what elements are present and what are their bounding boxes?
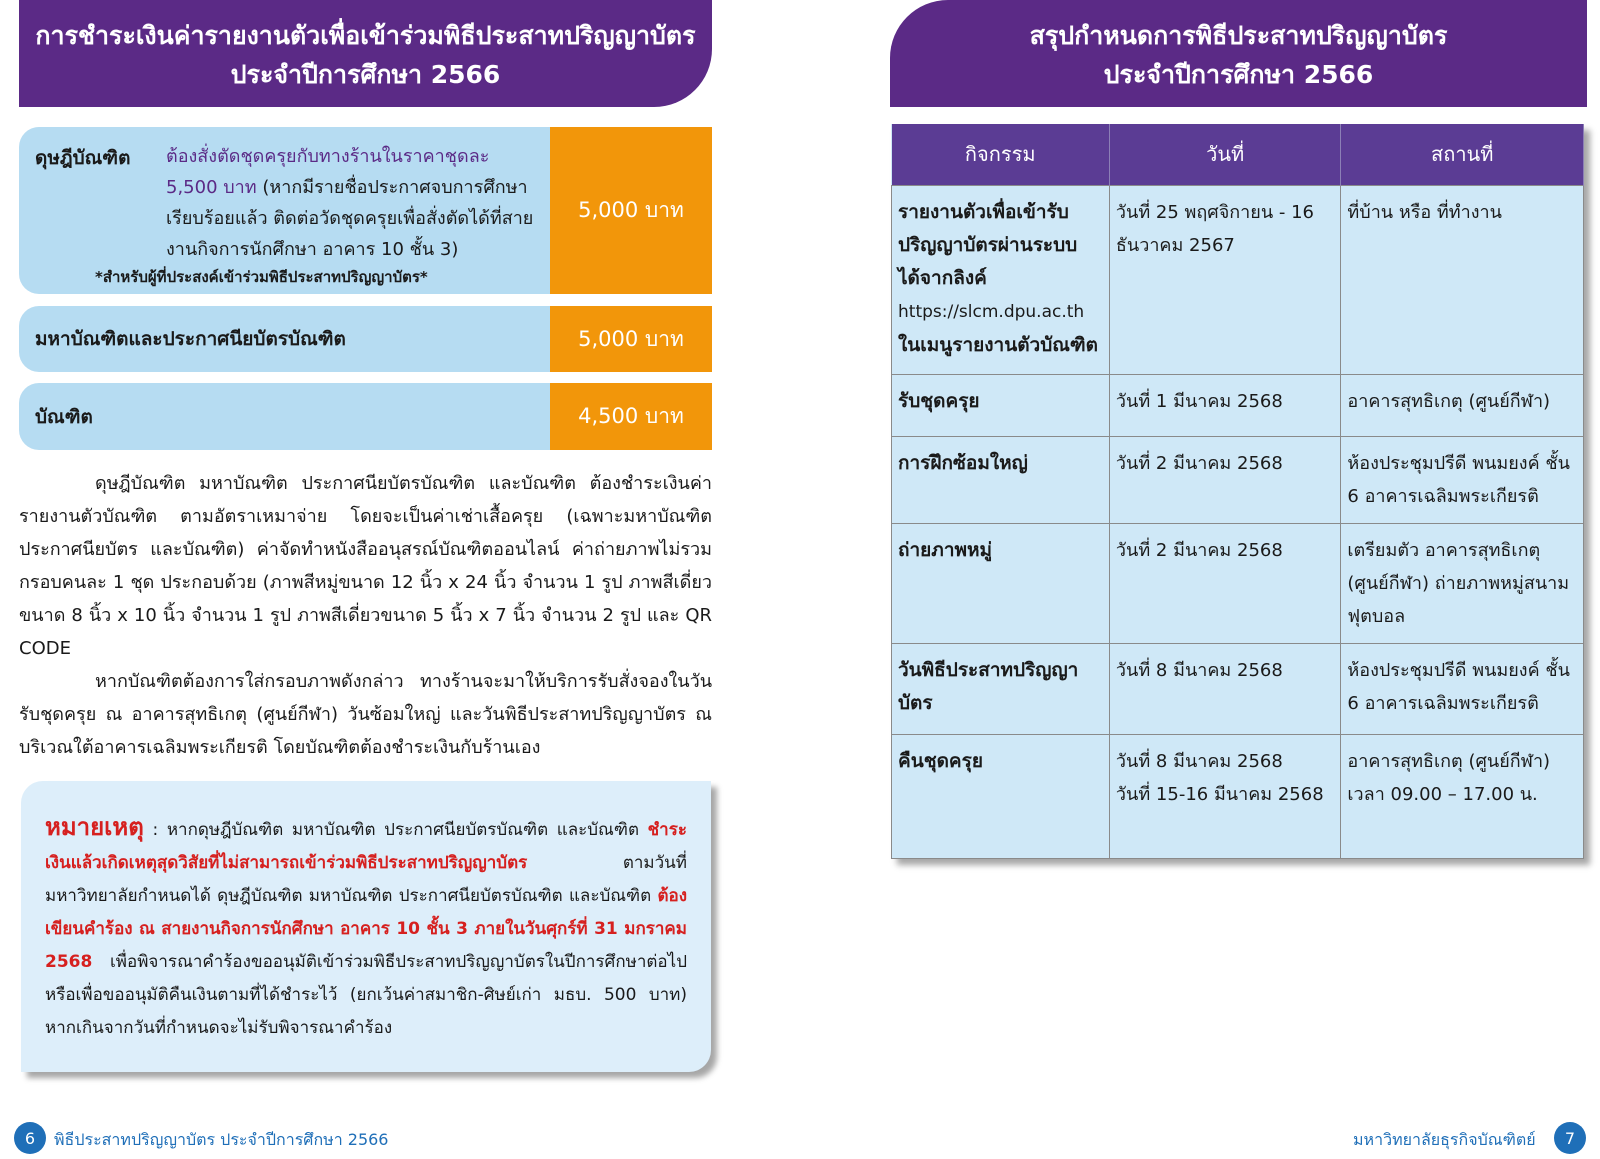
fee-description: [166, 141, 536, 265]
activity-cell: การฝึกซ้อมใหญ่: [892, 436, 1110, 523]
place-cell: ที่บ้าน หรือ ที่ทำงาน: [1341, 185, 1584, 374]
place-cell: ห้องประชุมปรีดี พนมยงค์ ชั้น 6 อาคารเฉลิมพระเกียรติ: [1341, 643, 1584, 734]
table-row: [892, 643, 1584, 734]
remark-text-3: เพื่อพิจารณาคำร้องขออนุมัติเข้าร่วมพิธีประสาทปริญญาบัตรในปีการศึกษาต่อไป หรือเพื่อขออนุมัติคืนเงินตามที่ได้ชำระไว้ (ยกเว้นค่าสมาชิก-ศิษย์เก่า มธบ. 500 บาท) หากเกินจากวันที่กำหนดจะไม่รับพิจารณาคำร้อง: [45, 952, 687, 1038]
remark-text-2: ตามวันที่มหาวิทยาลัยกำหนดได้ ดุษฎีบัณฑิต มหาบัณฑิต ประกาศนียบัตรบัณฑิต และบัณฑิต: [45, 853, 687, 906]
activity-text: รายงานตัวเพื่อเข้ารับปริญญาบัตรผ่านระบบ ได้จากลิงค์: [898, 200, 1078, 289]
place-cell: [1341, 734, 1584, 858]
table-row: [892, 436, 1584, 523]
right-banner-line1: สรุปกำหนดการพิธีประสาทปริญญาบัตร: [1029, 21, 1448, 50]
date-cell: วันที่ 1 มีนาคม 2568: [1109, 374, 1340, 436]
registration-link[interactable]: https://slcm.dpu.ac.th: [898, 301, 1085, 322]
place-cell: อาคารสุทธิเกตุ (ศูนย์กีฬา): [1341, 374, 1584, 436]
fee-explanation-paragraph: ดุษฎีบัณฑิต มหาบัณฑิต ประกาศนียบัตรบัณฑิต และบัณฑิต ต้องชำระเงินค่ารายงานตัวบัณฑิต ตามอัตราเหมาจ่าย โดยจะเป็นค่าเช่าเสื้อครุย (เฉพาะมหาบัณฑิต ประกาศนียบัตร และบัณฑิต) ค่าจัดทำหนังสืออนุสรณ์บัณฑิตออนไลน์ ค่าถ่ายภาพไม่รวมกรอบคนละ 1 ชุด ประกอบด้วย (ภาพสีหมู่ขนาด 12 นิ้ว x 24 นิ้ว จำนวน 1 รูป ภาพสีเดี่ยวขนาด 8 นิ้ว x 10 นิ้ว จำนวน 1 รูป ภาพสีเดี่ยวขนาด 5 นิ้ว x 7 นิ้ว จำนวน 2 รูป และ QR CODE: [19, 473, 712, 659]
fee-level: มหาบัณฑิตและประกาศนียบัตรบัณฑิต: [35, 328, 346, 350]
remark-red-2: ต้องเขียนคำร้อง ณ สายงานกิจการนักศึกษา อาคาร 10 ชั้น 3 ภายในวันศุกร์ที่ 31 มกราคม 2568: [45, 886, 687, 972]
date-cell: วันที่ 2 มีนาคม 2568: [1109, 523, 1340, 643]
fee-description-rest: (หากมีรายชื่อประกาศจบการศึกษาเรียบร้อยแล้ว ติดต่อวัดชุดครุยเพื่อสั่งตัดได้ที่สายงานกิจการนักศึกษา อาคาร 10 ชั้น 3): [166, 177, 534, 260]
header-activity: กิจกรรม: [892, 124, 1110, 185]
header-place: สถานที่: [1341, 124, 1584, 185]
activity-text-2: ในเมนูรายงานตัวบัณฑิต: [898, 333, 1099, 356]
fee-price: 5,000 บาท: [550, 306, 712, 372]
page-number-left: 6: [14, 1122, 46, 1154]
remark-colon: :: [143, 820, 167, 840]
activity-cell: วันพิธีประสาทปริญญาบัตร: [892, 643, 1110, 734]
right-banner: [890, 0, 1587, 107]
fee-price: 4,500 บาท: [550, 383, 712, 450]
activity-cell: คืนชุดครุย: [892, 734, 1110, 858]
date-line-1: วันที่ 8 มีนาคม 2568: [1115, 750, 1283, 772]
remark-red-1: ชำระเงินแล้วเกิดเหตุสุดวิสัยที่ไม่สามารถเข้าร่วมพิธีประสาทปริญญาบัตร: [45, 820, 687, 873]
page-number-right: 7: [1554, 1122, 1586, 1154]
fee-level: ดุษฎีบัณฑิต: [35, 147, 131, 169]
remark-text-1: หากดุษฎีบัณฑิต มหาบัณฑิต ประกาศนียบัตรบัณฑิต และบัณฑิต: [166, 820, 648, 840]
place-cell: ห้องประชุมปรีดี พนมยงค์ ชั้น 6 อาคารเฉลิมพระเกียรติ: [1341, 436, 1584, 523]
activity-cell: [892, 185, 1110, 374]
table-row: [892, 374, 1584, 436]
fee-row-bachelor: [19, 383, 712, 450]
left-banner-line1: การชำระเงินค่ารายงานตัวเพื่อเข้าร่วมพิธีประสาทปริญญาบัตร: [35, 21, 696, 50]
date-cell: [1109, 734, 1340, 858]
left-banner: [19, 0, 712, 107]
date-cell: วันที่ 25 พฤศจิกายน - 16 ธันวาคม 2567: [1109, 185, 1340, 374]
fee-row-masters: [19, 306, 712, 372]
date-cell: วันที่ 2 มีนาคม 2568: [1109, 436, 1340, 523]
fee-price: 5,000 บาท: [550, 127, 712, 294]
date-line-2: วันที่ 15-16 มีนาคม 2568: [1115, 783, 1324, 805]
fee-row-doctoral: [19, 127, 712, 294]
table-row: [892, 734, 1584, 858]
header-date: วันที่: [1109, 124, 1340, 185]
fee-level: บัณฑิต: [35, 405, 93, 428]
remark-heading: หมายเหตุ: [45, 813, 144, 841]
schedule-table: [891, 124, 1584, 859]
activity-cell: ถ่ายภาพหมู่: [892, 523, 1110, 643]
place-cell: เตรียมตัว อาคารสุทธิเกตุ (ศูนย์กีฬา) ถ่ายภาพหมู่สนามฟุตบอล: [1341, 523, 1584, 643]
footer-title-right: มหาวิทยาลัยธุรกิจบัณฑิตย์: [1353, 1130, 1536, 1149]
footer-title-left: พิธีประสาทปริญญาบัตร ประจำปีการศึกษา 2566: [54, 1130, 389, 1149]
left-banner-line2: ประจำปีการศึกษา 2566: [230, 60, 501, 89]
fee-note: *สำหรับผู้ที่ประสงค์เข้าร่วมพิธีประสาทปริญญาบัตร*: [95, 268, 428, 286]
fee-description-emphasis: ต้องสั่งตัดชุดครุยกับทางร้านในราคาชุดละ 5,500 บาท: [166, 146, 490, 198]
activity-cell: รับชุดครุย: [892, 374, 1110, 436]
schedule-header-row: [892, 124, 1584, 185]
table-row: [892, 523, 1584, 643]
table-row: [892, 185, 1584, 374]
remark-box: [21, 781, 711, 1072]
date-cell: วันที่ 8 มีนาคม 2568: [1109, 643, 1340, 734]
place-line-1: อาคารสุทธิเกตุ (ศูนย์กีฬา): [1347, 750, 1551, 772]
frame-order-paragraph: หากบัณฑิตต้องการใส่กรอบภาพดังกล่าว ทางร้านจะมาให้บริการรับสั่งจองในวันรับชุดครุย ณ อาคารสุทธิเกตุ (ศูนย์กีฬา) วันซ้อมใหญ่ และวันพิธีประสาทปริญญาบัตร ณ บริเวณใต้อาคารเฉลิมพระเกียรติ โดยบัณฑิตต้องชำระเงินกับร้านเอง: [19, 671, 712, 758]
place-line-2: เวลา 09.00 – 17.00 น.: [1347, 783, 1538, 805]
right-banner-line2: ประจำปีการศึกษา 2566: [1103, 60, 1374, 89]
